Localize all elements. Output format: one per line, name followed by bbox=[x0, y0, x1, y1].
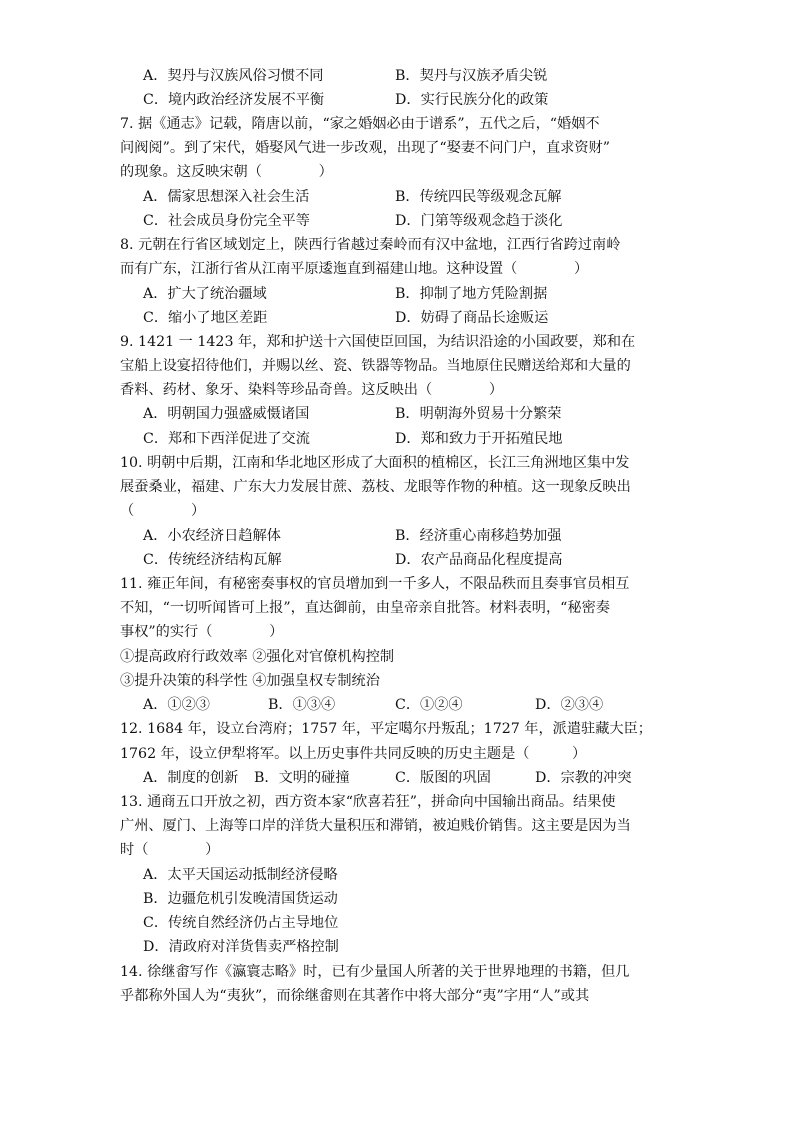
q10-stem-line-3: （ ） bbox=[120, 503, 206, 519]
q11-stem-line-3: 事权”的实行（ ） bbox=[120, 624, 284, 640]
q11-option-b: B．①③④ bbox=[268, 697, 336, 713]
q6-option-d: D．实行民族分化的政策 bbox=[395, 92, 549, 108]
q11-statements-line-2: ③提升决策的科学性 ④加强皇权专制统治 bbox=[120, 673, 380, 689]
q8-option-d: D．妨碍了商品长途贩运 bbox=[395, 310, 549, 326]
q12-stem-line-2: 1762 年，设立伊犁将军。以上历史事件共同反映的历史主题是（ ） bbox=[120, 746, 587, 762]
q9-stem-line-2: 宝船上设宴招待他们，并赐以丝、瓷、铁器等物品。当地原住民赠送给郑和大量的 bbox=[120, 358, 631, 374]
q11-option-d: D．②③④ bbox=[535, 697, 604, 713]
q11-stem-line-1: 11. 雍正年间，有秘密奏事权的官员增加到一千多人，不限品秩而且奏事官员相互 bbox=[120, 576, 630, 592]
q10-option-d: D．农产品商品化程度提高 bbox=[395, 552, 563, 568]
q7-option-b: B．传统四民等级观念瓦解 bbox=[395, 189, 562, 205]
q13-option-c: C．传统自然经济仍占主导地位 bbox=[143, 915, 339, 931]
q9-stem-line-3: 香料、药材、象牙、染料等珍品奇兽。这反映出（ ） bbox=[120, 382, 504, 398]
q13-option-b: B．边疆危机引发晚清国货运动 bbox=[143, 891, 338, 907]
q8-option-c: C．缩小了地区差距 bbox=[143, 310, 268, 326]
q6-option-b: B．契丹与汉族矛盾尖锐 bbox=[395, 68, 548, 84]
q9-option-a: A．明朝国力强盛威慑诸国 bbox=[143, 406, 310, 422]
q10-option-a: A．小农经济日趋解体 bbox=[143, 528, 281, 544]
q11-statements-line-1: ①提高政府行政效率 ②强化对官僚机构控制 bbox=[120, 649, 395, 665]
q8-option-b: B．抑制了地方凭险割据 bbox=[395, 286, 548, 302]
q9-option-d: D．郑和致力于开拓殖民地 bbox=[395, 431, 563, 447]
q6-option-c: C．境内政治经济发展不平衡 bbox=[143, 92, 325, 108]
q12-option-d: D．宗教的冲突 bbox=[535, 770, 632, 786]
q8-stem-line-2: 而有广东，江浙行省从江南平原逶迤直到福建山地。这种设置（ ） bbox=[120, 261, 589, 277]
q14-stem-line-1: 14. 徐继畬写作《瀛寰志略》时，已有少量国人所著的关于世界地理的书籍，但几 bbox=[120, 964, 630, 980]
q6-option-a: A．契丹与汉族风俗习惯不同 bbox=[143, 68, 324, 84]
q7-stem-line-2: 问阀阅”。到了宋代，婚娶风气进一步改观，出现了“娶妻不问门户，直求资财” bbox=[120, 140, 610, 156]
q10-stem-line-2: 展蚕桑业，福建、广东大力发展甘蔗、荔枝、龙眼等作物的种植。这一现象反映出 bbox=[120, 479, 631, 495]
q9-stem-line-1: 9. 1421 一 1423 年，郑和护送十六国使臣回国，为结识沿途的小国政要，郑和在 bbox=[120, 334, 636, 350]
q12-option-b: B．文明的碰撞 bbox=[254, 770, 350, 786]
q13-stem-line-2: 广州、厦门、上海等口岸的洋货大量积压和滞销，被迫贱价销售。这主要是因为当 bbox=[120, 818, 631, 834]
q11-stem-line-2: 不知，“一切听闻皆可上报”，直达御前，由皇帝亲自批答。材料表明，“秘密奏 bbox=[120, 600, 610, 616]
q14-stem-line-2: 乎都称外国人为“夷狄”，而徐继畬则在其著作中将大部分“夷”字用“人”或其 bbox=[120, 988, 590, 1004]
q9-option-c: C．郑和下西洋促进了交流 bbox=[143, 431, 310, 447]
q7-stem-line-1: 7. 据《通志》记载，隋唐以前，“家之婚姻必由于谱系”，五代之后，“婚姻不 bbox=[120, 116, 600, 132]
q13-option-d: D．清政府对洋货售卖严格控制 bbox=[143, 939, 339, 955]
q7-option-d: D．门第等级观念趋于淡化 bbox=[395, 213, 563, 229]
q9-option-b: B．明朝海外贸易十分繁荣 bbox=[395, 406, 562, 422]
q11-option-a: A．①②③ bbox=[143, 697, 210, 713]
q10-option-c: C．传统经济结构瓦解 bbox=[143, 552, 282, 568]
q7-option-c: C．社会成员身份完全平等 bbox=[143, 213, 310, 229]
q12-option-a: A．制度的创新 bbox=[143, 770, 239, 786]
q11-option-c: C．①②④ bbox=[395, 697, 463, 713]
q13-stem-line-3: 时（ ） bbox=[120, 842, 220, 858]
q13-stem-line-1: 13. 通商五口开放之初，西方资本家“欣喜若狂”，拼命向中国输出商品。结果使 bbox=[120, 794, 616, 810]
q8-stem-line-1: 8. 元朝在行省区域划定上，陕西行省越过秦岭而有汉中盆地，江西行省跨过南岭 bbox=[120, 237, 621, 253]
q10-option-b: B．经济重心南移趋势加强 bbox=[395, 528, 562, 544]
q12-option-c: C．版图的巩固 bbox=[395, 770, 491, 786]
q7-option-a: A．儒家思想深入社会生活 bbox=[143, 189, 310, 205]
q12-stem-line-1: 12. 1684 年，设立台湾府；1757 年，平定噶尔丹叛乱；1727 年，派遣驻藏大臣； bbox=[120, 721, 652, 737]
q8-option-a: A．扩大了统治疆域 bbox=[143, 286, 267, 302]
q13-option-a: A．太平天国运动抵制经济侵略 bbox=[143, 867, 338, 883]
q10-stem-line-1: 10. 明朝中后期，江南和华北地区形成了大面积的植棉区，长江三角洲地区集中发 bbox=[120, 455, 630, 471]
q7-stem-line-3: 的现象。这反映宋朝（ ） bbox=[120, 164, 333, 180]
